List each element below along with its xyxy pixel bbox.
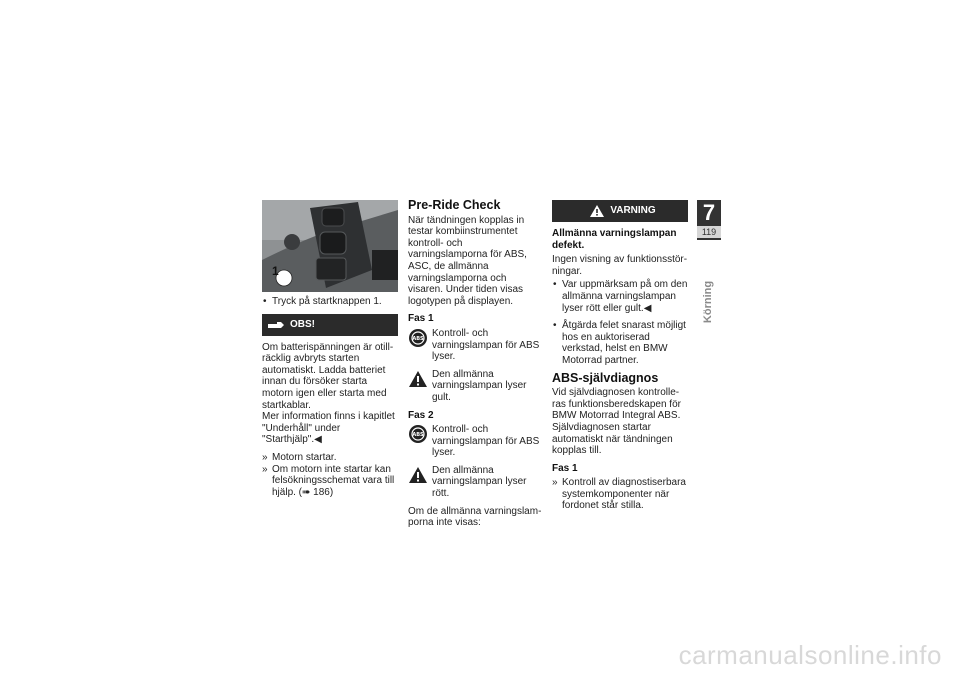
chapter-tab (697, 200, 721, 240)
chapter-number: 7 (702, 200, 716, 225)
page-number: 119 (697, 226, 721, 238)
section-title-abs-self-diagnosis: ABS-självdiagnos (552, 370, 659, 385)
handlebar-switch-photo (262, 200, 398, 292)
column-1 (262, 200, 398, 504)
phase-2-abs-text: Kontroll- och varningslampan för ABS lyser. (432, 424, 540, 459)
abs-phase-1-title: Fas 1 (552, 462, 578, 474)
phase-1-title: Fas 1 (408, 313, 434, 325)
warning-banner (552, 200, 688, 222)
warning-title: VARNING (610, 205, 656, 217)
svg-text:ABS: ABS (412, 432, 424, 439)
list-item-troubleshooting: » Om motorn inte startar kan felsökningsschemat vara till hjälp. (➠ 186) (262, 464, 398, 499)
section-title-pre-ride-check: Pre-Ride Check (408, 198, 501, 212)
side-chapter-label (696, 272, 720, 332)
list-item-start-button: • Tryck på startknappen 1. (262, 296, 398, 308)
phase-2-general-row (408, 465, 542, 500)
note-hand-icon (268, 320, 284, 330)
column-3 (552, 200, 688, 518)
phase-2-abs-row (408, 424, 542, 459)
phase-2-general-text: Den allmänna varningslampan lyser rött. (432, 464, 527, 500)
general-warning-triangle-icon (408, 369, 428, 389)
obs-title: OBS! (290, 318, 315, 330)
pre-ride-intro: När tändningen kopplas in testar kombiinstrumentet kontroll- och varningslamporna för ABS, ASC, de allmänna varningslamporna och visaren. Under tiden visas logotypen på displayen. (408, 214, 527, 307)
warning-heading: Allmänna varningslampan defekt. (552, 228, 677, 251)
phase-2-title: Fas 2 (408, 409, 434, 421)
phase-1-abs-text: Kontroll- och varningslampan för ABS lyser. (432, 327, 540, 363)
obs-banner (262, 314, 398, 336)
abs-warning-icon (408, 424, 428, 444)
side-chapter-text: Körning (702, 280, 714, 324)
svg-text:ABS: ABS (412, 335, 424, 342)
column-2 (408, 200, 542, 535)
warning-bullet-1: • Var uppmärksam på om den allmänna varningslampan lyser rött eller gult.◀ (552, 279, 688, 314)
pre-ride-outro: Om de allmänna varningslamporna inte visas: (408, 505, 542, 529)
obs-more-info: Mer information finns i kapitlet "Underhåll" under "Starthjälp".◀ (262, 411, 395, 446)
warning-triangle-icon (590, 205, 604, 217)
callout-label-1: 1 (272, 264, 279, 278)
general-warning-triangle-icon (408, 465, 428, 485)
warning-text: Ingen visning av funktionsstörningar. (552, 254, 688, 277)
abs-phase-1-item: » Kontroll av diagnostiserbara systemkomponenter när fordonet står stilla. (552, 477, 688, 512)
obs-text: Om batterispänningen är otillräcklig avbryts starten automatiskt. Ladda batteriet innan du försöker starta motorn igen eller starta med startkablar. (262, 341, 394, 411)
phase-1-general-text: Den allmänna varningslampan lyser gult. (432, 368, 527, 403)
abs-self-diagnosis-text: Vid självdiagnosen kontrolleras funktionsberedskapen för BMW Motorrad Integral ABS. Självdiagnosen startar automatiskt när tändningen kopplas till. (552, 387, 681, 457)
abs-warning-icon (408, 328, 428, 348)
warning-bullet-2: • Åtgärda felet snarast möjligt hos en auktoriserad verkstad, helst en BMW Motorrad partner. (552, 320, 688, 366)
phase-1-general-row (408, 369, 542, 404)
list-item-engine-starts: » Motorn startar. (262, 452, 398, 464)
phase-1-abs-row (408, 328, 542, 363)
watermark: carmanualsonline.info (678, 640, 942, 670)
